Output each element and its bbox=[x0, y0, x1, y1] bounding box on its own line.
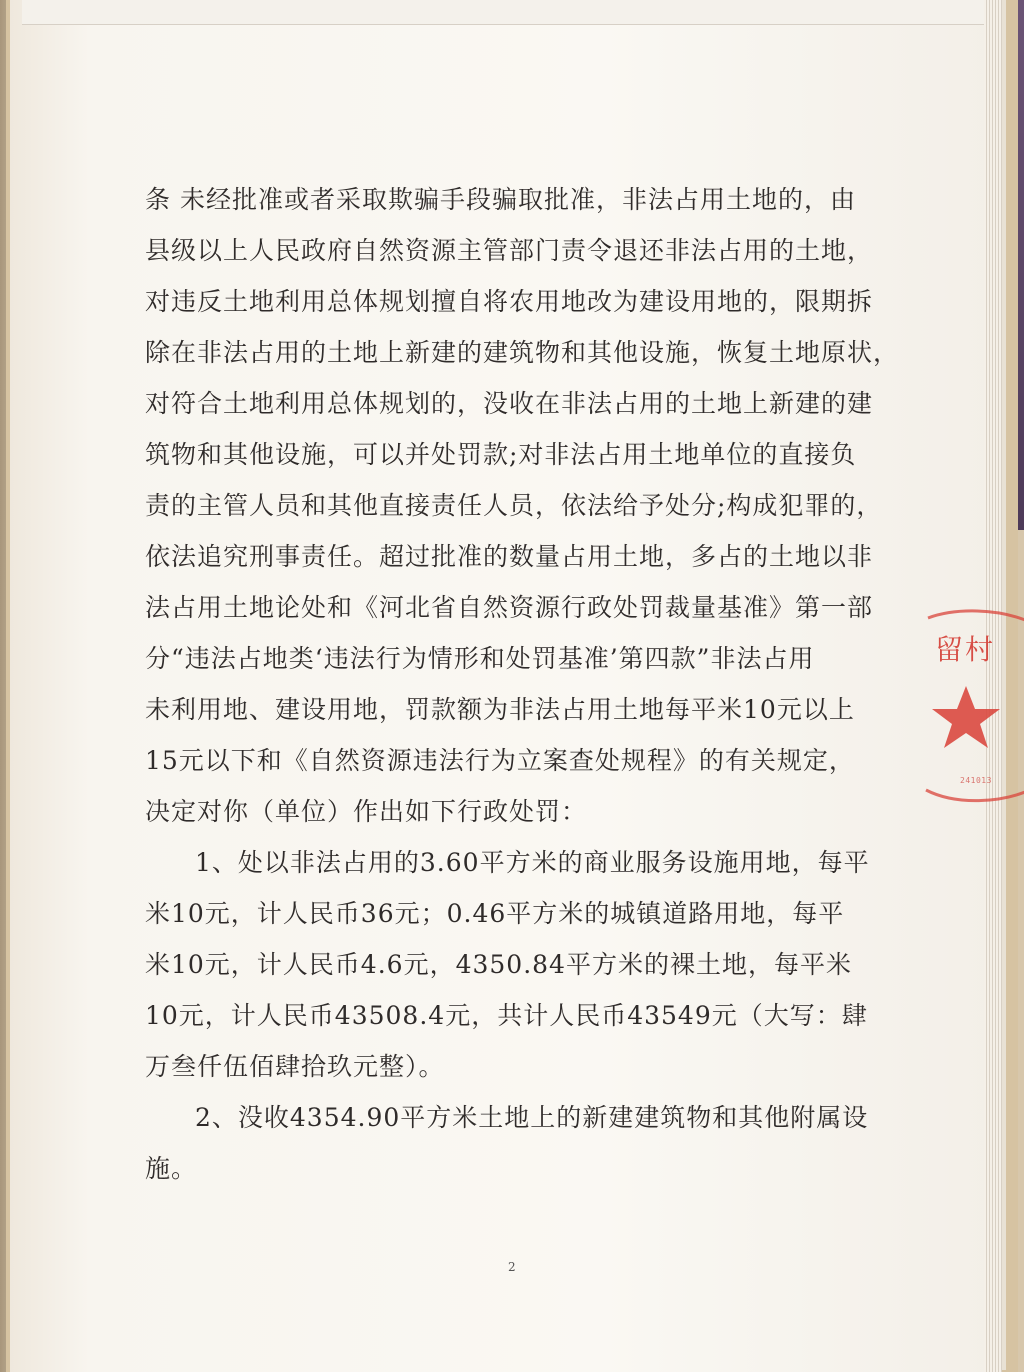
penalty-item-1-start: 1、处以非法占用的3.60平方米的商业服务设施用地，每平 bbox=[195, 848, 870, 877]
stamp-number: 241013 bbox=[960, 776, 992, 785]
stamp-text: 留村 bbox=[935, 633, 996, 666]
document-line: 条 未经批准或者采取欺骗手段骗取批准，非法占用土地的，由 bbox=[145, 185, 856, 214]
document-line: 法占用土地论处和《河北省自然资源行政处罚裁量基准》第一部 bbox=[145, 593, 874, 622]
document-line: 筑物和其他设施，可以并处罚款;对非法占用土地单位的直接负 bbox=[145, 440, 857, 469]
document-line: 万叁仟伍佰肆拾玖元整）。 bbox=[145, 1052, 445, 1081]
document-line: 对违反土地利用总体规划擅自将农用地改为建设用地的，限期拆 bbox=[145, 287, 874, 316]
page-number: 2 bbox=[508, 1260, 516, 1274]
document-line: 依法追究刑事责任。超过批准的数量占用土地，多占的土地以非 bbox=[145, 542, 874, 571]
document-line: 分“违法占地类‘违法行为情形和处罚基准’第四款”非法占用 bbox=[145, 644, 815, 673]
document-line: 决定对你（单位）作出如下行政处罚： bbox=[145, 797, 588, 826]
document-line: 米10元，计人民币36元；0.46平方米的城镇道路用地，每平 bbox=[145, 899, 845, 928]
document-line: 未利用地、建设用地，罚款额为非法占用土地每平米10元以上 bbox=[145, 695, 855, 724]
document-line: 10元，计人民币43508.4元，共计人民币43549元（大写：肆 bbox=[145, 1001, 868, 1030]
page-top-strip bbox=[22, 0, 992, 25]
penalty-item-2-start: 2、没收4354.90平方米土地上的新建建筑物和其他附属设 bbox=[195, 1103, 869, 1132]
document-line: 15元以下和《自然资源违法行为立案查处规程》的有关规定， bbox=[145, 746, 855, 775]
document-line: 责的主管人员和其他直接责任人员，依法给予处分;构成犯罪的， bbox=[145, 491, 883, 520]
document-line: 米10元，计人民币4.6元，4350.84平方米的裸土地，每平米 bbox=[145, 950, 852, 979]
document-line: 县级以上人民政府自然资源主管部门责令退还非法占用的土地， bbox=[145, 236, 874, 265]
document-line: 施。 bbox=[145, 1154, 198, 1183]
document-body bbox=[145, 174, 900, 1194]
document-line: 对符合土地利用总体规划的，没收在非法占用的土地上新建的建 bbox=[145, 389, 874, 418]
document-line: 除在非法占用的土地上新建的建筑物和其他设施，恢复土地原状， bbox=[145, 338, 900, 367]
stacked-page-edges bbox=[984, 0, 1002, 1372]
